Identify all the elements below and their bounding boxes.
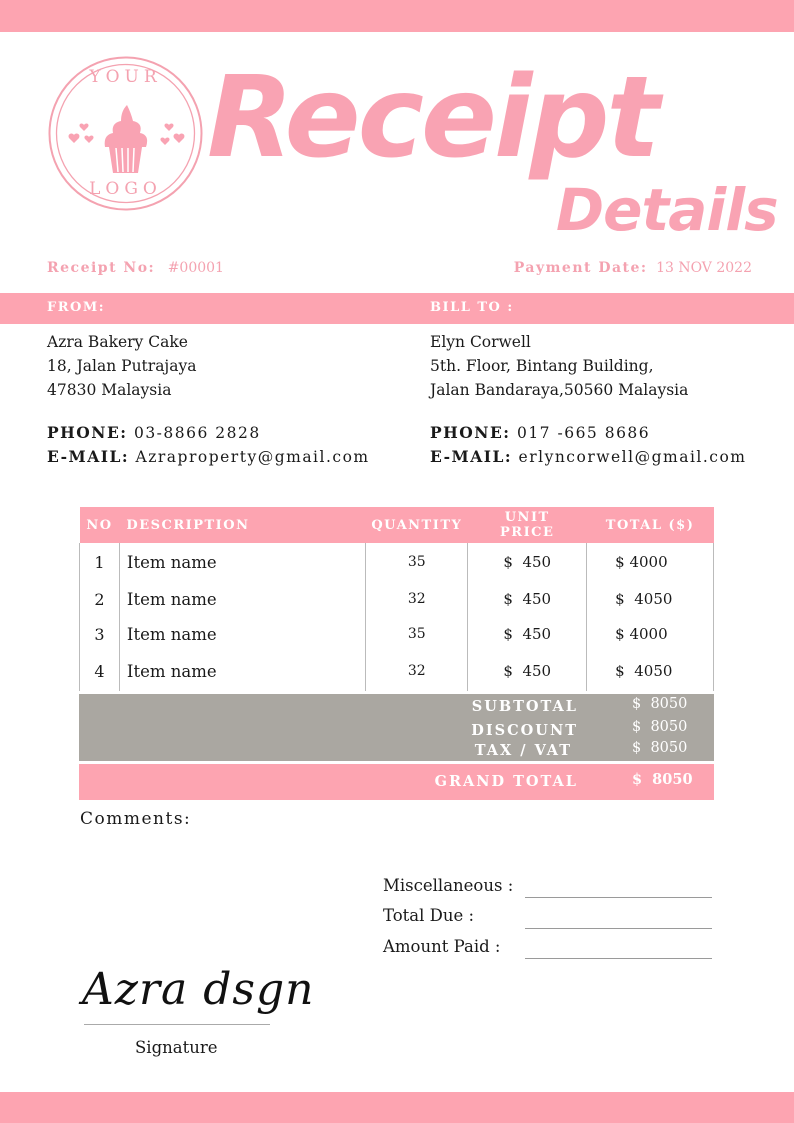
- bill-to-contact: [430, 421, 747, 469]
- title-sub: Details: [556, 176, 778, 244]
- phone-label: PHONE:: [47, 423, 128, 442]
- signature-label: Signature: [135, 1038, 218, 1057]
- signature-line: [84, 1024, 270, 1025]
- email-value: erlyncorwell@gmail.com: [518, 448, 747, 466]
- misc-line: [525, 897, 712, 898]
- cell-unit-price: $ 450: [468, 581, 587, 617]
- cell-total: $ 4000: [587, 617, 714, 651]
- tax-label: TAX / VAT: [474, 742, 572, 759]
- comments-label: Comments:: [80, 809, 192, 829]
- header-description: DESCRIPTION: [119, 507, 365, 543]
- header-total: TOTAL ($): [587, 507, 714, 543]
- bill-to-line: Elyn Corwell: [430, 333, 531, 351]
- email-label: E-MAIL:: [47, 447, 130, 466]
- bottom-band: [0, 1092, 794, 1123]
- payment-date-value: 13 NOV 2022: [656, 260, 752, 276]
- address-header-bar: [0, 293, 794, 324]
- tax-value: $ 8050: [632, 740, 688, 756]
- from-phone: [47, 421, 370, 445]
- items-table: [79, 507, 714, 691]
- header-quantity: QUANTITY: [366, 507, 468, 543]
- header-no: NO: [80, 507, 120, 543]
- cell-quantity: 35: [366, 617, 468, 651]
- total-due-label: Total Due :: [383, 906, 475, 925]
- cell-total: $ 4000: [587, 543, 714, 581]
- table-header-row: [80, 507, 714, 543]
- cell-no: 3: [80, 617, 120, 651]
- from-contact: [47, 421, 370, 469]
- from-email: [47, 445, 370, 469]
- discount-label: DISCOUNT: [471, 722, 578, 739]
- cell-total: $ 4050: [587, 651, 714, 691]
- grand-total-value: $ 8050: [632, 771, 693, 788]
- grand-total-bar: [79, 764, 714, 800]
- phone-value: 03-8866 2828: [133, 424, 261, 442]
- cell-no: 2: [80, 581, 120, 617]
- bill-to-heading: BILL TO :: [430, 300, 514, 315]
- discount-value: $ 8050: [632, 719, 688, 735]
- receipt-number-label: Receipt No:: [47, 260, 156, 276]
- table-row: [80, 581, 714, 617]
- top-band: [0, 0, 794, 32]
- bill-to-line: 5th. Floor, Bintang Building,: [430, 357, 654, 375]
- logo-top-text: YOUR: [89, 67, 162, 87]
- subtotal-label: SUBTOTAL: [471, 698, 578, 715]
- cell-quantity: 32: [366, 581, 468, 617]
- amount-paid-label: Amount Paid :: [383, 937, 501, 956]
- from-line: Azra Bakery Cake: [47, 333, 188, 351]
- cell-quantity: 35: [366, 543, 468, 581]
- cell-description: Item name: [119, 543, 365, 581]
- cell-description: Item name: [119, 617, 365, 651]
- cell-no: 4: [80, 651, 120, 691]
- payment-date-label: Payment Date:: [513, 260, 648, 276]
- email-value: Azraproperty@gmail.com: [135, 448, 370, 466]
- grand-total-label: GRAND TOTAL: [434, 773, 578, 790]
- cell-total: $ 4050: [587, 581, 714, 617]
- bill-to-line: Jalan Bandaraya,50560 Malaysia: [430, 381, 689, 399]
- from-line: 18, Jalan Putrajaya: [47, 357, 197, 375]
- logo: [47, 55, 204, 212]
- total-due-line: [525, 928, 712, 929]
- totals-panel: [79, 694, 714, 761]
- payment-date: [514, 260, 752, 276]
- table-row: [80, 617, 714, 651]
- phone-value: 017 -665 8686: [516, 424, 651, 442]
- cell-no: 1: [80, 543, 120, 581]
- subtotal-value: $ 8050: [632, 696, 688, 712]
- cell-unit-price: $ 450: [468, 617, 587, 651]
- cell-unit-price: $ 450: [468, 651, 587, 691]
- table-row: [80, 543, 714, 581]
- receipt-number-value: #00001: [167, 260, 224, 276]
- receipt-number: [47, 260, 224, 276]
- cell-description: Item name: [119, 581, 365, 617]
- bill-to-address: [430, 330, 688, 402]
- table-row: [80, 651, 714, 691]
- phone-label: PHONE:: [430, 423, 511, 442]
- signature-script: Azra dsgn: [82, 964, 315, 1015]
- amount-paid-line: [525, 958, 712, 959]
- from-line: 47830 Malaysia: [47, 381, 172, 399]
- from-address: [47, 330, 196, 402]
- cell-description: Item name: [119, 651, 365, 691]
- cell-unit-price: $ 450: [468, 543, 587, 581]
- cell-quantity: 32: [366, 651, 468, 691]
- logo-bottom-text: LOGO: [89, 179, 162, 199]
- email-label: E-MAIL:: [430, 447, 513, 466]
- misc-label: Miscellaneous :: [383, 876, 514, 895]
- from-heading: FROM:: [47, 300, 106, 315]
- bill-to-email: [430, 445, 747, 469]
- header-unit-price: UNIT PRICE: [468, 507, 587, 543]
- bill-to-phone: [430, 421, 747, 445]
- title-main: Receipt: [207, 53, 658, 183]
